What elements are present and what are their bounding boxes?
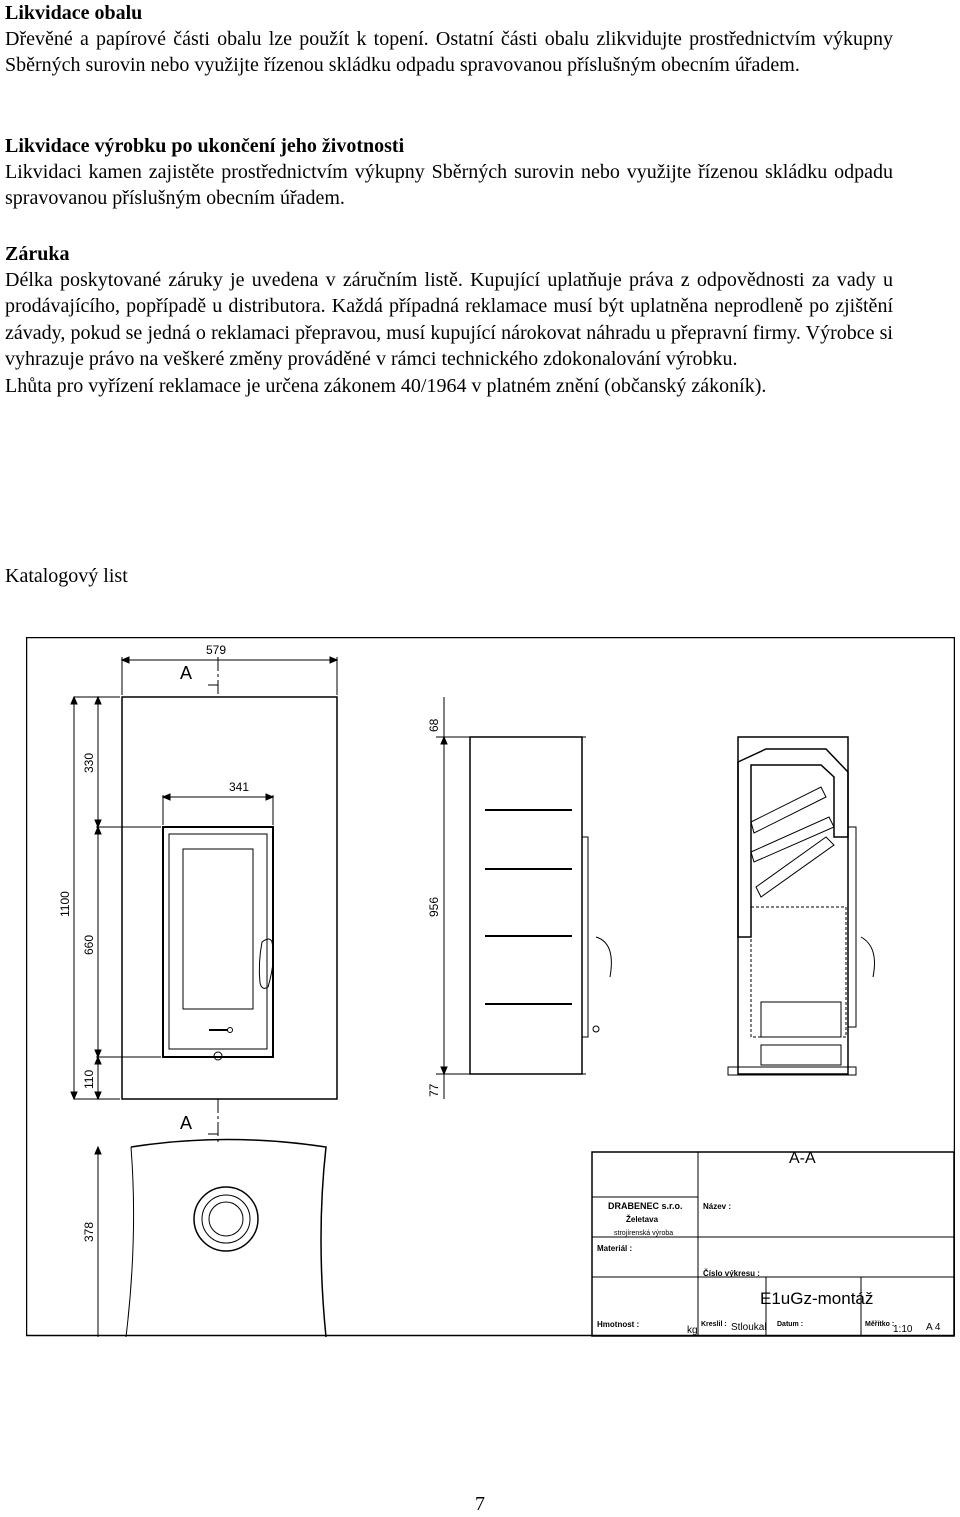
section-heading: Záruka xyxy=(5,243,70,265)
tb-datum-label: Datum : xyxy=(777,1321,804,1328)
technical-drawing xyxy=(26,637,955,1337)
front-view xyxy=(71,657,337,1142)
section-paragraph: Délka poskytované záruky je uvedena v záručním listě. Kupující uplatňuje práva z odpovědnosti za vady u prodávajícího, popřípadě u distributora. Každá případná reklamace musí být uplatněna neprodleně po zjištění závady, pokud se jedná o reklamaci přepravou, musí kupující nárokovat náhradu u přepravní firmy. Výrobce si vyhrazuje právo na veškeré změny prováděné v rámci technického zdokonalování výrobku. xyxy=(5,269,893,371)
dim-top-view-depth: 378 xyxy=(82,1221,96,1242)
section-packaging-disposal xyxy=(5,0,893,79)
section-paragraph: Lhůta pro vyřízení reklamace je určena zákonem 40/1964 v platném znění (občanský zákoník). xyxy=(5,374,767,397)
section-heading: Likvidace výrobku po ukončení jeho životnosti xyxy=(5,135,405,157)
dim-middle: 660 xyxy=(82,934,96,955)
section-label: A-A xyxy=(789,1150,816,1167)
drawing-frame xyxy=(27,638,955,1336)
section-mark-bottom: A xyxy=(180,1113,193,1133)
section-product-disposal xyxy=(5,133,893,212)
tb-hmotnost-label: Hmotnost : xyxy=(597,1320,640,1329)
section-warranty xyxy=(5,241,893,399)
dim-total-height: 1100 xyxy=(58,891,72,917)
section-heading: Likvidace obalu xyxy=(5,2,143,24)
side-view xyxy=(436,697,611,1099)
catalog-label: Katalogový list xyxy=(5,565,128,587)
dim-width: 579 xyxy=(206,643,227,657)
section-mark-top: A xyxy=(180,663,193,683)
dim-bottom: 110 xyxy=(82,1069,96,1089)
section-view xyxy=(728,737,875,1075)
page-number: 7 xyxy=(475,1493,485,1515)
tb-kg: kg xyxy=(687,1325,698,1336)
tb-scale: 1:10 xyxy=(893,1324,913,1335)
dim-side-bottom: 77 xyxy=(427,1083,441,1097)
tb-drawing-number: E1uGz-montáž xyxy=(760,1289,874,1308)
dim-top: 330 xyxy=(82,752,96,773)
tb-meritko-label: Měřítko : xyxy=(865,1321,895,1328)
tb-kreslil-value: Stloukal xyxy=(731,1322,767,1333)
tb-nazev-label: Název : xyxy=(703,1202,732,1211)
tb-format: A 4 xyxy=(926,1322,941,1333)
tb-company-sub: strojírenská výroba xyxy=(614,1230,674,1237)
tb-cislo-label: Číslo výkresu : xyxy=(703,1269,760,1278)
title-block xyxy=(592,1152,954,1336)
tb-company-city: Želetava xyxy=(626,1215,659,1224)
tb-company: DRABENEC s.r.o. xyxy=(608,1201,683,1211)
dim-door-width: 341 xyxy=(229,780,250,794)
dim-side-top: 68 xyxy=(427,718,441,732)
tb-kreslil-label: Kreslil : xyxy=(701,1321,727,1328)
section-paragraph: Dřevěné a papírové části obalu lze použít k topení. Ostatní části obalu zlikvidujte prostřednictvím výkupny Sběrných surovin nebo využijte řízenou skládku odpadu spravovanou příslušným obecním úřadem. xyxy=(5,28,893,77)
top-view xyxy=(95,1140,326,1338)
dim-side-height: 956 xyxy=(427,896,441,917)
section-paragraph: Likvidaci kamen zajistěte prostřednictvím výkupny Sběrných surovin nebo využijte řízenou skládku odpadu spravovanou příslušným obecním úřadem. xyxy=(5,161,893,210)
tb-material-label: Materiál : xyxy=(597,1244,633,1253)
